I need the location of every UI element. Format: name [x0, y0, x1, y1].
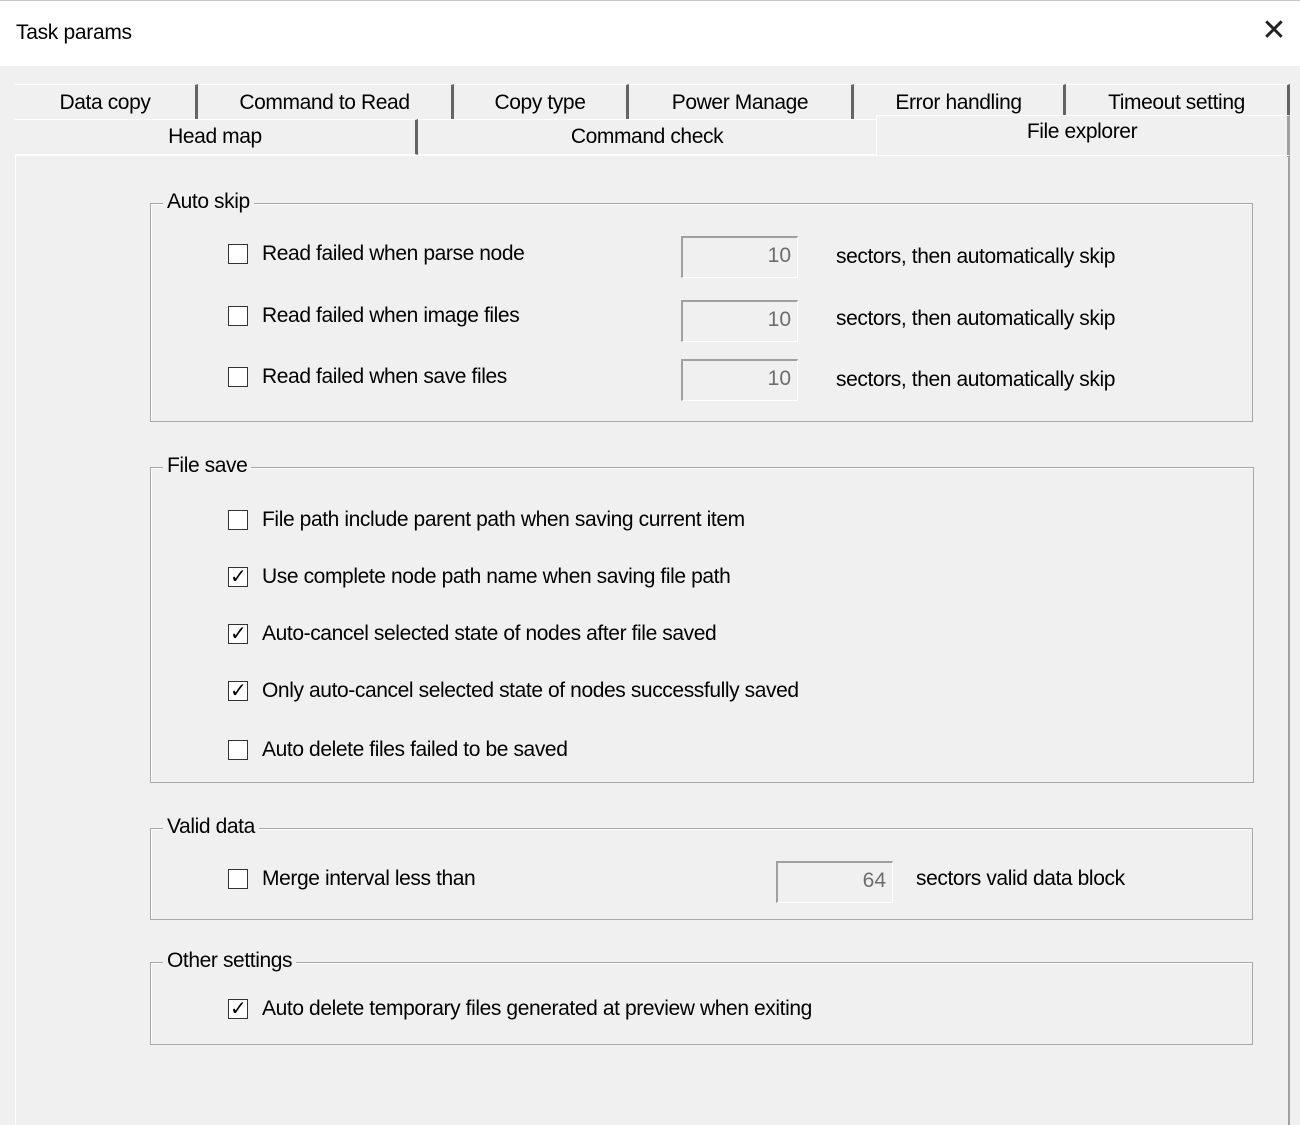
tab-power-manage[interactable]: [629, 84, 854, 120]
check-icon: ✓: [230, 678, 247, 702]
tab-data-copy[interactable]: [15, 84, 198, 120]
tab-label: Head map: [168, 125, 262, 148]
checkbox-label: Read failed when save files: [262, 365, 507, 388]
image-files-sectors-input[interactable]: 10: [681, 300, 798, 342]
tab-label: Command to Read: [239, 90, 410, 114]
checkbox-label: Read failed when image files: [262, 304, 520, 327]
auto-skip-save-files-option[interactable]: [228, 365, 507, 389]
include-parent-path-option[interactable]: [228, 508, 745, 532]
tab-label: Timeout setting: [1108, 90, 1245, 114]
tab-command-to-read[interactable]: [198, 84, 454, 120]
tab-label: Power Manage: [671, 90, 809, 114]
checkbox-label: Read failed when parse node: [262, 242, 525, 265]
checkbox[interactable]: [228, 740, 248, 760]
tab-label: Data copy: [59, 90, 151, 114]
save-files-sectors-input[interactable]: 10: [681, 359, 798, 401]
checkbox-label: Only auto-cancel selected state of nodes successfully saved: [262, 679, 799, 702]
merge-interval-option[interactable]: [228, 867, 475, 891]
checkbox[interactable]: [228, 621, 248, 645]
unit-label: sectors, then automatically skip: [836, 307, 1115, 330]
auto-skip-parse-node-option[interactable]: [228, 242, 524, 266]
tab-label: Error handling: [895, 90, 1022, 114]
checkbox[interactable]: [228, 510, 248, 530]
only-auto-cancel-successful-option[interactable]: [228, 679, 799, 703]
parse-node-sectors-input[interactable]: 10: [681, 236, 798, 278]
tab-file-explorer[interactable]: [876, 115, 1290, 157]
check-icon: ✓: [230, 621, 247, 645]
window-title: Task params: [16, 21, 132, 44]
group-legend: Auto skip: [163, 190, 254, 214]
checkbox[interactable]: [228, 244, 248, 264]
auto-cancel-after-saved-option[interactable]: [228, 622, 716, 646]
tab-label: Command check: [570, 125, 724, 148]
unit-label: sectors valid data block: [916, 867, 1125, 890]
check-icon: ✓: [230, 996, 247, 1020]
group-legend: File save: [163, 454, 251, 478]
unit-label: sectors, then automatically skip: [836, 245, 1115, 268]
checkbox-label: File path include parent path when saving current item: [262, 508, 745, 531]
close-icon: ✕: [1261, 13, 1287, 47]
tab-label: Copy type: [494, 90, 586, 114]
checkbox-label: Use complete node path name when saving file path: [262, 565, 731, 588]
checkbox-label: Merge interval less than: [262, 867, 476, 890]
close-button[interactable]: [1248, 5, 1300, 55]
checkbox-label: Auto delete files failed to be saved: [262, 738, 568, 761]
check-icon: ✓: [230, 564, 247, 588]
checkbox[interactable]: [228, 678, 248, 702]
unit-label: sectors, then automatically skip: [836, 368, 1115, 391]
checkbox[interactable]: [228, 869, 248, 889]
tab-label: File explorer: [1026, 120, 1138, 143]
checkbox[interactable]: [228, 306, 248, 326]
merge-interval-input[interactable]: 64: [776, 861, 893, 903]
checkbox-label: Auto delete temporary files generated at preview when exiting: [262, 997, 812, 1020]
checkbox[interactable]: [228, 367, 248, 387]
checkbox[interactable]: [228, 996, 248, 1020]
tab-command-check[interactable]: [418, 119, 876, 155]
complete-node-path-option[interactable]: [228, 565, 730, 589]
checkbox[interactable]: [228, 564, 248, 588]
tab-copy-type[interactable]: [454, 84, 629, 120]
auto-delete-temp-files-option[interactable]: [228, 997, 812, 1021]
auto-delete-failed-files-option[interactable]: [228, 738, 567, 762]
checkbox-label: Auto-cancel selected state of nodes after file saved: [262, 622, 717, 645]
group-legend: Valid data: [163, 815, 259, 839]
title-bar: [0, 0, 1300, 67]
tab-head-map[interactable]: [15, 119, 418, 155]
group-legend: Other settings: [163, 949, 296, 973]
auto-skip-image-files-option[interactable]: [228, 304, 519, 328]
